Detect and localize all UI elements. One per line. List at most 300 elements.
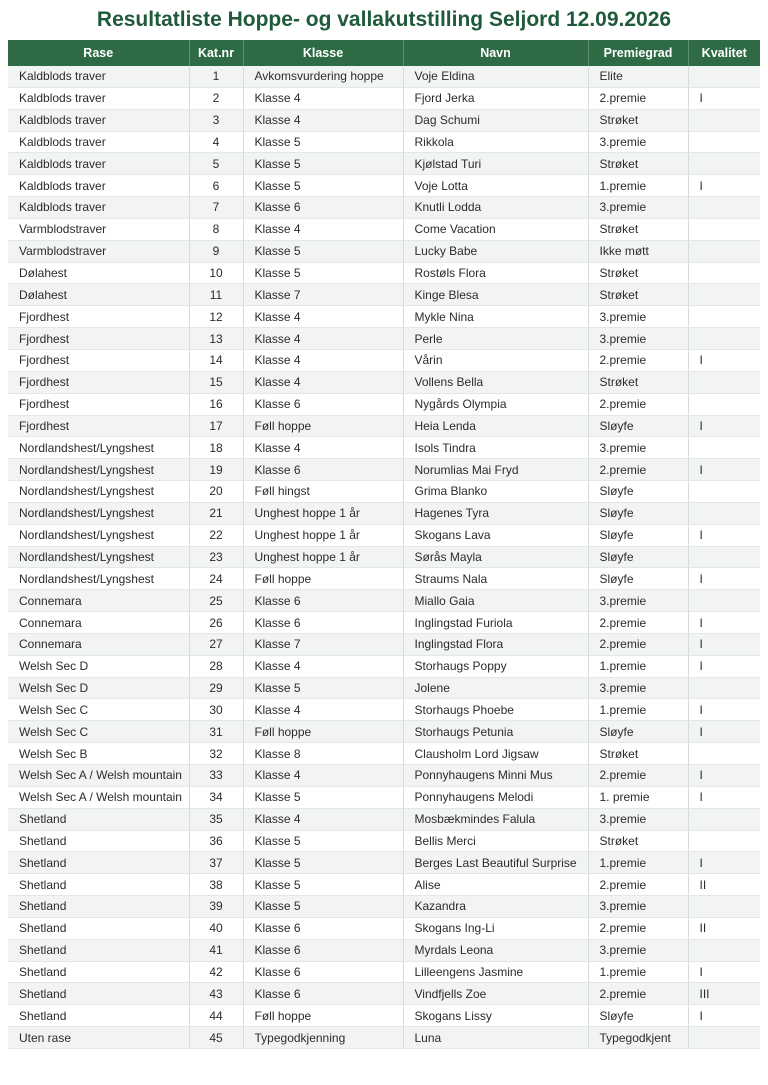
cell-premiegrad: 3.premie <box>588 677 688 699</box>
cell-klasse: Klasse 6 <box>243 393 403 415</box>
cell-katnr: 28 <box>189 655 243 677</box>
cell-rase: Connemara <box>8 612 189 634</box>
table-row <box>8 66 760 87</box>
cell-rase: Shetland <box>8 830 189 852</box>
cell-kvalitet <box>688 437 760 459</box>
cell-kvalitet: III <box>688 983 760 1005</box>
cell-kvalitet: I <box>688 175 760 197</box>
cell-premiegrad: Strøket <box>588 371 688 393</box>
cell-klasse: Klasse 4 <box>243 808 403 830</box>
table-row <box>8 218 760 240</box>
table-row <box>8 612 760 634</box>
cell-premiegrad: 3.premie <box>588 896 688 918</box>
cell-navn: Ponnyhaugens Melodi <box>403 786 588 808</box>
table-row <box>8 1005 760 1027</box>
cell-premiegrad: 3.premie <box>588 939 688 961</box>
cell-premiegrad: Strøket <box>588 109 688 131</box>
cell-rase: Nordlandshest/Lyngshest <box>8 546 189 568</box>
cell-klasse: Unghest hoppe 1 år <box>243 546 403 568</box>
cell-kvalitet <box>688 153 760 175</box>
cell-klasse: Klasse 4 <box>243 765 403 787</box>
cell-premiegrad: Typegodkjent <box>588 1027 688 1049</box>
cell-rase: Shetland <box>8 983 189 1005</box>
cell-navn: Sørås Mayla <box>403 546 588 568</box>
table-row <box>8 197 760 219</box>
cell-premiegrad: 1. premie <box>588 786 688 808</box>
cell-katnr: 3 <box>189 109 243 131</box>
header-katnr: Kat.nr <box>189 40 243 66</box>
cell-klasse: Unghest hoppe 1 år <box>243 502 403 524</box>
cell-premiegrad: 3.premie <box>588 306 688 328</box>
cell-katnr: 17 <box>189 415 243 437</box>
cell-rase: Shetland <box>8 874 189 896</box>
cell-navn: Perle <box>403 328 588 350</box>
cell-klasse: Føll hingst <box>243 481 403 503</box>
cell-premiegrad: Strøket <box>588 262 688 284</box>
cell-katnr: 26 <box>189 612 243 634</box>
cell-katnr: 15 <box>189 371 243 393</box>
cell-kvalitet: I <box>688 1005 760 1027</box>
cell-navn: Fjord Jerka <box>403 87 588 109</box>
cell-navn: Isols Tindra <box>403 437 588 459</box>
cell-rase: Fjordhest <box>8 415 189 437</box>
cell-katnr: 13 <box>189 328 243 350</box>
cell-navn: Storhaugs Phoebe <box>403 699 588 721</box>
cell-premiegrad: 2.premie <box>588 983 688 1005</box>
cell-klasse: Unghest hoppe 1 år <box>243 524 403 546</box>
cell-navn: Lucky Babe <box>403 240 588 262</box>
cell-premiegrad: 1.premie <box>588 655 688 677</box>
cell-klasse: Klasse 5 <box>243 131 403 153</box>
cell-premiegrad: Ikke møtt <box>588 240 688 262</box>
table-row <box>8 939 760 961</box>
cell-katnr: 7 <box>189 197 243 219</box>
cell-kvalitet <box>688 481 760 503</box>
cell-rase: Nordlandshest/Lyngshest <box>8 459 189 481</box>
cell-rase: Uten rase <box>8 1027 189 1049</box>
header-navn: Navn <box>403 40 588 66</box>
table-row <box>8 896 760 918</box>
cell-premiegrad: 1.premie <box>588 852 688 874</box>
table-row <box>8 808 760 830</box>
cell-premiegrad: 2.premie <box>588 917 688 939</box>
cell-navn: Storhaugs Poppy <box>403 655 588 677</box>
cell-rase: Fjordhest <box>8 393 189 415</box>
cell-klasse: Klasse 7 <box>243 633 403 655</box>
cell-navn: Skogans Lissy <box>403 1005 588 1027</box>
cell-rase: Shetland <box>8 808 189 830</box>
cell-katnr: 5 <box>189 153 243 175</box>
cell-katnr: 45 <box>189 1027 243 1049</box>
cell-kvalitet <box>688 808 760 830</box>
cell-klasse: Klasse 4 <box>243 87 403 109</box>
cell-katnr: 34 <box>189 786 243 808</box>
table-row <box>8 328 760 350</box>
cell-rase: Kaldblods traver <box>8 66 189 87</box>
cell-kvalitet <box>688 502 760 524</box>
cell-rase: Nordlandshest/Lyngshest <box>8 481 189 503</box>
cell-rase: Nordlandshest/Lyngshest <box>8 524 189 546</box>
cell-rase: Fjordhest <box>8 349 189 371</box>
cell-katnr: 30 <box>189 699 243 721</box>
table-row <box>8 852 760 874</box>
cell-klasse: Klasse 4 <box>243 218 403 240</box>
cell-navn: Kinge Blesa <box>403 284 588 306</box>
cell-katnr: 24 <box>189 568 243 590</box>
cell-kvalitet <box>688 109 760 131</box>
cell-klasse: Klasse 5 <box>243 786 403 808</box>
cell-katnr: 36 <box>189 830 243 852</box>
table-row <box>8 677 760 699</box>
cell-rase: Shetland <box>8 939 189 961</box>
cell-premiegrad: Sløyfe <box>588 524 688 546</box>
cell-rase: Fjordhest <box>8 306 189 328</box>
table-row <box>8 699 760 721</box>
cell-kvalitet <box>688 66 760 87</box>
cell-klasse: Klasse 6 <box>243 939 403 961</box>
cell-rase: Welsh Sec A / Welsh mountain <box>8 765 189 787</box>
cell-klasse: Klasse 5 <box>243 262 403 284</box>
cell-navn: Dag Schumi <box>403 109 588 131</box>
cell-rase: Kaldblods traver <box>8 153 189 175</box>
cell-kvalitet <box>688 197 760 219</box>
cell-premiegrad: Elite <box>588 66 688 87</box>
table-row <box>8 765 760 787</box>
cell-kvalitet: I <box>688 415 760 437</box>
cell-premiegrad: Sløyfe <box>588 415 688 437</box>
table-row <box>8 983 760 1005</box>
cell-klasse: Klasse 5 <box>243 677 403 699</box>
table-row <box>8 743 760 765</box>
table-row <box>8 655 760 677</box>
cell-klasse: Klasse 4 <box>243 109 403 131</box>
cell-navn: Myrdals Leona <box>403 939 588 961</box>
cell-navn: Vårin <box>403 349 588 371</box>
cell-navn: Norumlias Mai Fryd <box>403 459 588 481</box>
table-row <box>8 590 760 612</box>
cell-premiegrad: Sløyfe <box>588 502 688 524</box>
cell-navn: Grima Blanko <box>403 481 588 503</box>
cell-kvalitet: II <box>688 917 760 939</box>
cell-navn: Mykle Nina <box>403 306 588 328</box>
cell-navn: Lilleengens Jasmine <box>403 961 588 983</box>
cell-navn: Clausholm Lord Jigsaw <box>403 743 588 765</box>
cell-kvalitet: I <box>688 568 760 590</box>
cell-kvalitet <box>688 743 760 765</box>
table-row <box>8 1027 760 1049</box>
cell-katnr: 27 <box>189 633 243 655</box>
cell-kvalitet: I <box>688 633 760 655</box>
cell-katnr: 12 <box>189 306 243 328</box>
table-row <box>8 459 760 481</box>
cell-katnr: 31 <box>189 721 243 743</box>
cell-premiegrad: Strøket <box>588 830 688 852</box>
table-row <box>8 240 760 262</box>
cell-kvalitet <box>688 262 760 284</box>
cell-premiegrad: Sløyfe <box>588 721 688 743</box>
cell-kvalitet <box>688 371 760 393</box>
cell-navn: Heia Lenda <box>403 415 588 437</box>
cell-klasse: Klasse 5 <box>243 874 403 896</box>
cell-rase: Connemara <box>8 590 189 612</box>
cell-premiegrad: 2.premie <box>588 87 688 109</box>
cell-klasse: Klasse 5 <box>243 175 403 197</box>
cell-premiegrad: 3.premie <box>588 437 688 459</box>
cell-kvalitet: II <box>688 874 760 896</box>
cell-rase: Welsh Sec A / Welsh mountain <box>8 786 189 808</box>
cell-rase: Fjordhest <box>8 371 189 393</box>
header-klasse: Klasse <box>243 40 403 66</box>
cell-navn: Storhaugs Petunia <box>403 721 588 743</box>
cell-kvalitet: I <box>688 524 760 546</box>
cell-klasse: Klasse 4 <box>243 328 403 350</box>
cell-kvalitet <box>688 830 760 852</box>
cell-navn: Miallo Gaia <box>403 590 588 612</box>
cell-katnr: 32 <box>189 743 243 765</box>
cell-premiegrad: 2.premie <box>588 393 688 415</box>
cell-kvalitet <box>688 939 760 961</box>
table-row <box>8 437 760 459</box>
cell-katnr: 33 <box>189 765 243 787</box>
cell-navn: Knutli Lodda <box>403 197 588 219</box>
cell-rase: Welsh Sec C <box>8 721 189 743</box>
cell-katnr: 29 <box>189 677 243 699</box>
cell-klasse: Klasse 6 <box>243 459 403 481</box>
results-table <box>8 40 760 1049</box>
table-row <box>8 262 760 284</box>
cell-premiegrad: Sløyfe <box>588 568 688 590</box>
cell-navn: Inglingstad Flora <box>403 633 588 655</box>
table-row <box>8 87 760 109</box>
cell-kvalitet <box>688 590 760 612</box>
cell-navn: Berges Last Beautiful Surprise <box>403 852 588 874</box>
table-row <box>8 874 760 896</box>
cell-navn: Rostøls Flora <box>403 262 588 284</box>
cell-kvalitet <box>688 284 760 306</box>
cell-navn: Straums Nala <box>403 568 588 590</box>
cell-premiegrad: Strøket <box>588 284 688 306</box>
cell-klasse: Føll hoppe <box>243 568 403 590</box>
cell-rase: Shetland <box>8 917 189 939</box>
cell-premiegrad: 3.premie <box>588 590 688 612</box>
cell-katnr: 9 <box>189 240 243 262</box>
cell-katnr: 38 <box>189 874 243 896</box>
cell-katnr: 2 <box>189 87 243 109</box>
cell-navn: Mosbækmindes Falula <box>403 808 588 830</box>
cell-klasse: Avkomsvurdering hoppe <box>243 66 403 87</box>
cell-premiegrad: Strøket <box>588 218 688 240</box>
table-row <box>8 633 760 655</box>
cell-klasse: Klasse 6 <box>243 917 403 939</box>
cell-rase: Dølahest <box>8 284 189 306</box>
cell-katnr: 10 <box>189 262 243 284</box>
cell-katnr: 37 <box>189 852 243 874</box>
cell-kvalitet <box>688 1027 760 1049</box>
cell-rase: Shetland <box>8 961 189 983</box>
table-row <box>8 131 760 153</box>
cell-klasse: Klasse 5 <box>243 830 403 852</box>
cell-premiegrad: 1.premie <box>588 961 688 983</box>
cell-katnr: 16 <box>189 393 243 415</box>
cell-klasse: Klasse 6 <box>243 612 403 634</box>
cell-navn: Ponnyhaugens Minni Mus <box>403 765 588 787</box>
cell-klasse: Klasse 4 <box>243 349 403 371</box>
cell-kvalitet <box>688 546 760 568</box>
table-row <box>8 568 760 590</box>
cell-navn: Voje Lotta <box>403 175 588 197</box>
table-row <box>8 175 760 197</box>
cell-premiegrad: 3.premie <box>588 197 688 219</box>
cell-navn: Hagenes Tyra <box>403 502 588 524</box>
cell-navn: Kazandra <box>403 896 588 918</box>
cell-navn: Nygårds Olympia <box>403 393 588 415</box>
cell-katnr: 44 <box>189 1005 243 1027</box>
table-row <box>8 481 760 503</box>
cell-klasse: Klasse 4 <box>243 306 403 328</box>
cell-katnr: 4 <box>189 131 243 153</box>
cell-kvalitet <box>688 306 760 328</box>
cell-kvalitet <box>688 896 760 918</box>
cell-navn: Inglingstad Furiola <box>403 612 588 634</box>
cell-katnr: 14 <box>189 349 243 371</box>
cell-premiegrad: 2.premie <box>588 874 688 896</box>
cell-navn: Alise <box>403 874 588 896</box>
cell-klasse: Klasse 5 <box>243 240 403 262</box>
cell-klasse: Klasse 4 <box>243 655 403 677</box>
cell-premiegrad: Sløyfe <box>588 1005 688 1027</box>
cell-premiegrad: 3.premie <box>588 131 688 153</box>
cell-premiegrad: Sløyfe <box>588 481 688 503</box>
cell-kvalitet: I <box>688 87 760 109</box>
cell-katnr: 6 <box>189 175 243 197</box>
header-premiegrad: Premiegrad <box>588 40 688 66</box>
cell-kvalitet: I <box>688 699 760 721</box>
cell-kvalitet: I <box>688 786 760 808</box>
cell-katnr: 43 <box>189 983 243 1005</box>
table-body <box>8 66 760 1048</box>
cell-premiegrad: 2.premie <box>588 349 688 371</box>
cell-navn: Voje Eldina <box>403 66 588 87</box>
header-kvalitet: Kvalitet <box>688 40 760 66</box>
cell-rase: Kaldblods traver <box>8 109 189 131</box>
cell-katnr: 23 <box>189 546 243 568</box>
cell-kvalitet: I <box>688 721 760 743</box>
cell-katnr: 39 <box>189 896 243 918</box>
table-row <box>8 830 760 852</box>
cell-rase: Welsh Sec B <box>8 743 189 765</box>
cell-premiegrad: 3.premie <box>588 808 688 830</box>
cell-navn: Rikkola <box>403 131 588 153</box>
cell-rase: Dølahest <box>8 262 189 284</box>
table-row <box>8 306 760 328</box>
cell-klasse: Klasse 4 <box>243 699 403 721</box>
cell-klasse: Klasse 7 <box>243 284 403 306</box>
cell-klasse: Typegodkjenning <box>243 1027 403 1049</box>
cell-kvalitet <box>688 328 760 350</box>
cell-kvalitet <box>688 131 760 153</box>
table-row <box>8 393 760 415</box>
table-row <box>8 153 760 175</box>
cell-rase: Shetland <box>8 896 189 918</box>
table-row <box>8 415 760 437</box>
cell-katnr: 41 <box>189 939 243 961</box>
table-row <box>8 109 760 131</box>
table-row <box>8 371 760 393</box>
table-row <box>8 524 760 546</box>
cell-premiegrad: 1.premie <box>588 175 688 197</box>
page-title: Resultatliste Hoppe- og vallakutstilling Seljord 12.09.2026 <box>96 8 672 31</box>
cell-katnr: 11 <box>189 284 243 306</box>
cell-klasse: Klasse 4 <box>243 437 403 459</box>
cell-kvalitet <box>688 677 760 699</box>
table-row <box>8 349 760 371</box>
cell-premiegrad: 2.premie <box>588 765 688 787</box>
cell-kvalitet: I <box>688 765 760 787</box>
cell-premiegrad: 2.premie <box>588 633 688 655</box>
cell-katnr: 35 <box>189 808 243 830</box>
cell-rase: Nordlandshest/Lyngshest <box>8 502 189 524</box>
cell-katnr: 20 <box>189 481 243 503</box>
cell-navn: Come Vacation <box>403 218 588 240</box>
cell-klasse: Klasse 5 <box>243 852 403 874</box>
cell-klasse: Føll hoppe <box>243 1005 403 1027</box>
cell-klasse: Klasse 5 <box>243 896 403 918</box>
cell-kvalitet: I <box>688 655 760 677</box>
cell-rase: Nordlandshest/Lyngshest <box>8 437 189 459</box>
table-row <box>8 917 760 939</box>
cell-katnr: 19 <box>189 459 243 481</box>
cell-kvalitet <box>688 240 760 262</box>
cell-premiegrad: 2.premie <box>588 612 688 634</box>
cell-kvalitet: I <box>688 459 760 481</box>
cell-kvalitet: I <box>688 612 760 634</box>
cell-premiegrad: 1.premie <box>588 699 688 721</box>
cell-klasse: Klasse 6 <box>243 983 403 1005</box>
table-header-row <box>8 40 760 66</box>
cell-premiegrad: Strøket <box>588 743 688 765</box>
header-rase: Rase <box>8 40 189 66</box>
table-row <box>8 961 760 983</box>
cell-rase: Varmblodstraver <box>8 218 189 240</box>
cell-premiegrad: Sløyfe <box>588 546 688 568</box>
cell-klasse: Føll hoppe <box>243 721 403 743</box>
cell-navn: Skogans Lava <box>403 524 588 546</box>
cell-katnr: 8 <box>189 218 243 240</box>
cell-navn: Kjølstad Turi <box>403 153 588 175</box>
cell-rase: Welsh Sec D <box>8 677 189 699</box>
table-row <box>8 721 760 743</box>
cell-katnr: 42 <box>189 961 243 983</box>
table-row <box>8 284 760 306</box>
cell-navn: Vollens Bella <box>403 371 588 393</box>
cell-klasse: Klasse 6 <box>243 197 403 219</box>
cell-katnr: 22 <box>189 524 243 546</box>
cell-katnr: 21 <box>189 502 243 524</box>
cell-navn: Bellis Merci <box>403 830 588 852</box>
cell-rase: Shetland <box>8 1005 189 1027</box>
cell-rase: Kaldblods traver <box>8 197 189 219</box>
cell-klasse: Klasse 6 <box>243 590 403 612</box>
table-row <box>8 786 760 808</box>
cell-kvalitet: I <box>688 852 760 874</box>
cell-rase: Varmblodstraver <box>8 240 189 262</box>
cell-navn: Skogans Ing-Li <box>403 917 588 939</box>
cell-klasse: Klasse 6 <box>243 961 403 983</box>
cell-katnr: 25 <box>189 590 243 612</box>
cell-premiegrad: 2.premie <box>588 459 688 481</box>
cell-klasse: Klasse 4 <box>243 371 403 393</box>
cell-premiegrad: 3.premie <box>588 328 688 350</box>
